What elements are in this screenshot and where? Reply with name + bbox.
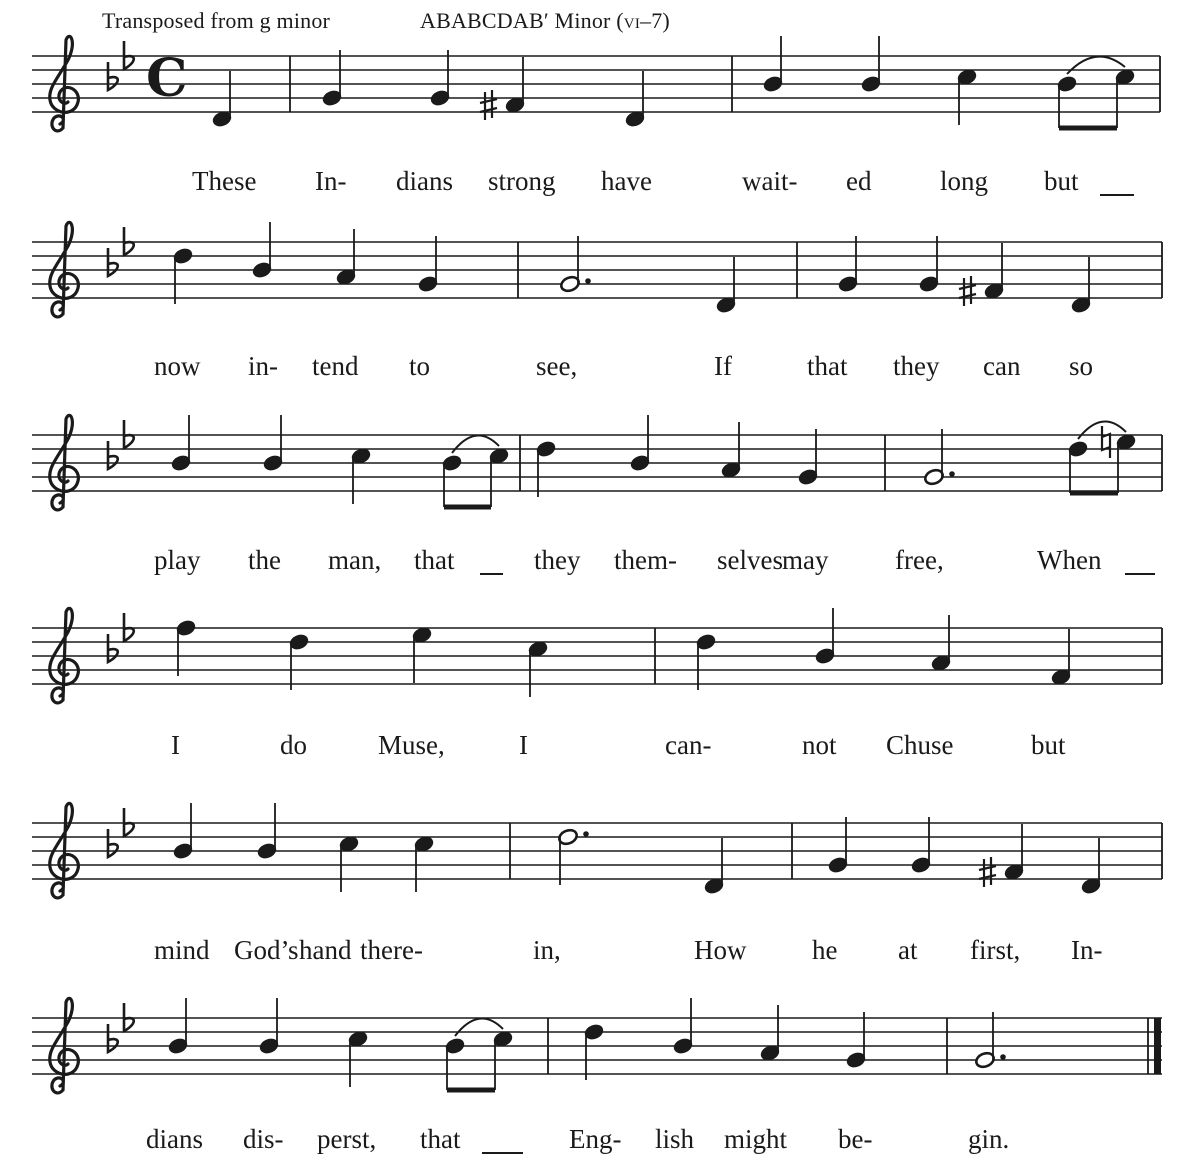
slur	[1067, 57, 1125, 74]
lyric-syllable: gin.	[968, 1124, 1010, 1154]
lyric-syllable: but	[1044, 166, 1079, 196]
lyric-syllable: play	[154, 545, 201, 575]
lyric-syllable: lish	[655, 1124, 695, 1154]
augmentation-dot	[1000, 1054, 1006, 1060]
lyric-extender	[1125, 573, 1155, 575]
lyric-syllable: that	[807, 351, 848, 381]
lyric-syllable: God’s	[234, 935, 299, 965]
lyric-syllable: selves	[717, 545, 783, 575]
sharp-sign	[480, 90, 497, 120]
lyric-syllable: in,	[533, 935, 561, 965]
lyric-syllable: Chuse	[886, 730, 954, 760]
lyric-syllable: mind	[154, 935, 210, 965]
time-signature: C	[146, 48, 188, 109]
lyric-syllable: dians	[146, 1124, 203, 1154]
lyric-syllable: see,	[536, 351, 578, 381]
flat-sign	[108, 829, 118, 857]
lyric-syllable: man,	[328, 545, 382, 575]
sharp-sign	[979, 857, 996, 887]
lyric-syllable: These	[192, 166, 257, 196]
flat-sign	[124, 41, 134, 69]
lyric-syllable: Muse,	[378, 730, 445, 760]
lyric-syllable: but	[1031, 730, 1066, 760]
lyric-syllable: perst,	[317, 1124, 377, 1154]
augmentation-dot	[949, 471, 955, 477]
augmentation-dot	[583, 831, 589, 837]
lyric-syllable: do	[280, 730, 307, 760]
flat-sign	[108, 441, 118, 469]
transposition-note: Transposed from g minor	[102, 8, 331, 33]
lyric-syllable: there-	[360, 935, 423, 965]
lyric-syllable: that	[414, 545, 455, 575]
lyric-syllable: dis-	[243, 1124, 284, 1154]
lyric-syllable: now	[154, 351, 201, 381]
lyric-syllable: ed	[846, 166, 872, 196]
lyric-syllable: they	[534, 545, 581, 575]
lyric-syllable: may	[782, 545, 829, 575]
lyric-syllable: When	[1037, 545, 1102, 575]
flat-sign	[124, 613, 134, 641]
lyric-syllable: I	[171, 730, 180, 760]
form-mode-text: ABABCDAB′ Minor (	[420, 8, 624, 33]
lyric-syllable: wait-	[742, 166, 798, 196]
lyric-syllable: to	[409, 351, 431, 381]
lyric-syllable: If	[714, 351, 732, 381]
lyric-syllable: hand	[299, 935, 352, 965]
lyric-syllable: he	[812, 935, 838, 965]
lyric-syllable: Eng-	[569, 1124, 622, 1154]
final-barline-thick	[1154, 1018, 1161, 1074]
lyric-syllable: at	[898, 935, 918, 965]
lyric-syllable: them-	[614, 545, 677, 575]
lyric-syllable: so	[1069, 351, 1094, 381]
lyric-syllable: can	[983, 351, 1021, 381]
lyric-syllable: in-	[248, 351, 278, 381]
lyric-syllable: not	[802, 730, 837, 760]
sharp-sign	[959, 276, 976, 306]
lyric-syllable: tend	[312, 351, 359, 381]
lyric-syllable: strong	[488, 166, 556, 196]
lyric-syllable: dians	[396, 166, 453, 196]
mode-degree: vi	[623, 8, 641, 33]
lyric-syllable: they	[893, 351, 940, 381]
augmentation-dot	[585, 278, 591, 284]
flat-sign	[108, 634, 118, 662]
slur	[455, 1019, 503, 1036]
lyric-syllable: In-	[315, 166, 347, 196]
lyric-syllable: be-	[838, 1124, 873, 1154]
flat-sign	[124, 808, 134, 836]
flat-sign	[124, 227, 134, 255]
lyric-syllable: the	[248, 545, 281, 575]
flat-sign	[108, 1024, 118, 1052]
lyric-extender	[480, 573, 503, 575]
lyric-syllable: that	[420, 1124, 461, 1154]
lyric-syllable: can-	[665, 730, 712, 760]
flat-sign	[124, 1003, 134, 1031]
lyric-syllable: first,	[970, 935, 1021, 965]
lyric-extender	[1100, 194, 1134, 196]
lyric-syllable: have	[601, 166, 652, 196]
flat-sign	[108, 248, 118, 276]
lyric-syllable: might	[724, 1124, 788, 1154]
lyric-extender	[482, 1152, 523, 1154]
lyric-syllable: free,	[895, 545, 944, 575]
natural-sign	[1102, 426, 1110, 458]
lyric-syllable: long	[940, 166, 989, 196]
flat-sign	[124, 420, 134, 448]
flat-sign	[108, 62, 118, 90]
lyric-syllable: I	[519, 730, 528, 760]
lyric-syllable: How	[694, 935, 747, 965]
lyric-syllable: In-	[1071, 935, 1103, 965]
slur	[452, 436, 499, 453]
form-mode-tail: –7)	[640, 8, 670, 33]
